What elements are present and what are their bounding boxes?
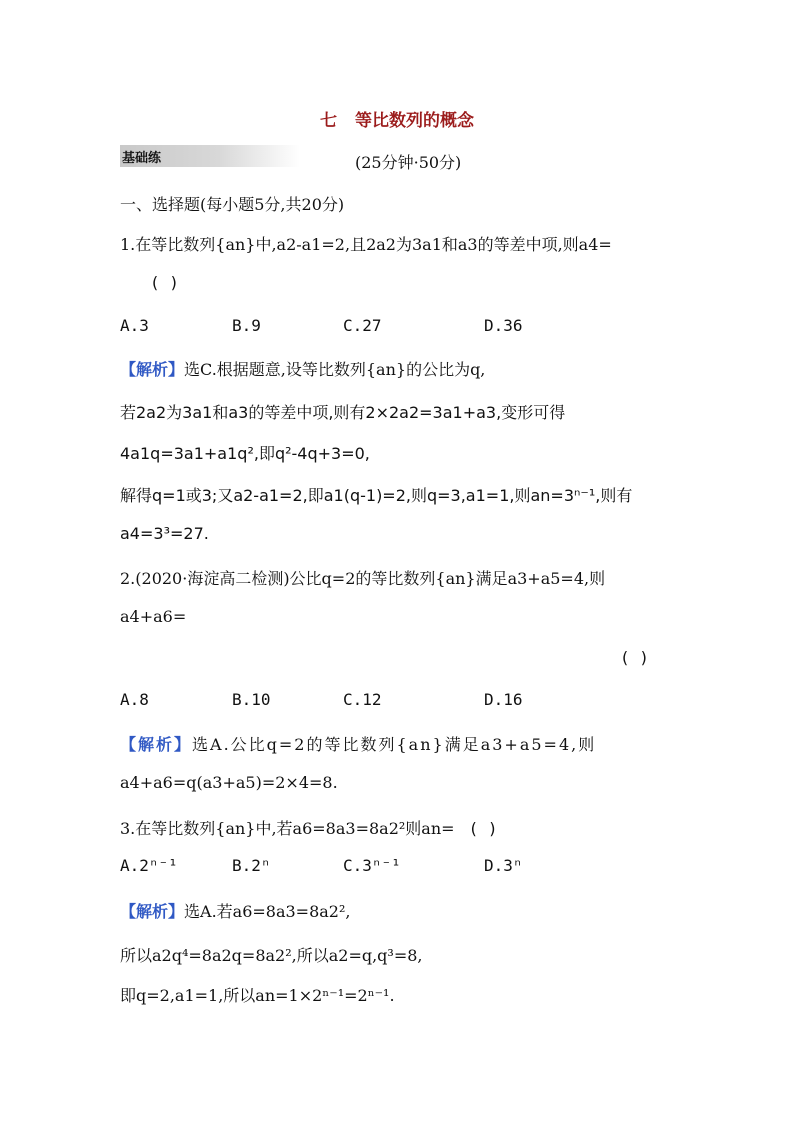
q3-analysis-label: 【解析】 <box>120 902 185 921</box>
q3-option-b: B.2ⁿ <box>232 856 271 875</box>
q1-option-a: A.3 <box>120 316 149 335</box>
q1-answer-blank: ( ) <box>150 273 179 292</box>
page-title <box>0 106 794 131</box>
q2-stem-continued: a4+a6= <box>120 607 187 626</box>
q3-analysis-text-1: 选A.若a6=8a3=8a2², <box>184 902 351 921</box>
q1-option-d: D.36 <box>484 316 523 335</box>
q2-option-b: B.10 <box>232 690 271 709</box>
q1-analysis-line-2: 若2a2为3a1和a3的等差中项,则有2×2a2=3a1+a3,变形可得 <box>120 403 566 422</box>
q3-stem: 3.在等比数列{an}中,若a6=8a3=8a2²则an= <box>120 819 455 838</box>
q2-analysis-label: 【解析】 <box>120 735 193 754</box>
q1-option-c: C.27 <box>343 316 382 335</box>
q1-analysis-line-5: a4=3³=27. <box>120 524 209 543</box>
q2-analysis-line-2: a4+a6=q(a3+a5)=2×4=8. <box>120 773 338 792</box>
q1-analysis-line-4: 解得q=1或3;又a2-a1=2,即a1(q-1)=2,则q=3,a1=1,则an=3ⁿ⁻¹,则有 <box>120 486 633 505</box>
q1-analysis-text-1: 选C.根据题意,设等比数列{an}的公比为q, <box>184 360 486 379</box>
q2-option-c: C.12 <box>343 690 382 709</box>
q2-option-a: A.8 <box>120 690 149 709</box>
q1-stem: 1.在等比数列{an}中,a2-a1=2,且2a2为3a1和a3的等差中项,则a4= <box>120 235 612 254</box>
section-badge <box>120 145 300 167</box>
q3-analysis-line-2: 所以a2q⁴=8a2q=8a2²,所以a2=q,q³=8, <box>120 946 423 965</box>
q1-analysis-line-3: 4a1q=3a1+a1q²,即q²-4q+3=0, <box>120 444 370 463</box>
q1-analysis-line-1 <box>120 357 485 380</box>
q1-option-b: B.9 <box>232 316 261 335</box>
q3-answer-blank: ( ) <box>468 819 498 838</box>
q2-analysis-line-1 <box>120 732 596 755</box>
q3-option-c: C.3ⁿ⁻¹ <box>343 856 401 875</box>
q3-option-d: D.3ⁿ <box>484 856 523 875</box>
q3-stem-line <box>120 816 497 839</box>
q2-stem: 2.(2020·海淀高二检测)公比q=2的等比数列{an}满足a3+a5=4,则 <box>120 569 606 588</box>
q2-option-d: D.16 <box>484 690 523 709</box>
title-number: 七 <box>320 111 337 131</box>
q3-analysis-line-3: 即q=2,a1=1,所以an=1×2ⁿ⁻¹=2ⁿ⁻¹. <box>120 986 395 1005</box>
q2-answer-blank: ( ) <box>620 648 649 667</box>
title-text: 等比数列的概念 <box>355 111 474 131</box>
q3-option-a: A.2ⁿ⁻¹ <box>120 856 178 875</box>
timing-info: (25分钟·50分) <box>355 153 462 172</box>
q3-analysis-line-1 <box>120 899 351 922</box>
q1-analysis-label: 【解析】 <box>120 360 185 379</box>
section-heading: 一、选择题(每小题5分,共20分) <box>120 195 345 214</box>
section-badge-label: 基础练 <box>122 151 162 166</box>
q2-analysis-text-1: 选A.公比q=2的等比数列{an}满足a3+a5=4,则 <box>192 735 597 754</box>
